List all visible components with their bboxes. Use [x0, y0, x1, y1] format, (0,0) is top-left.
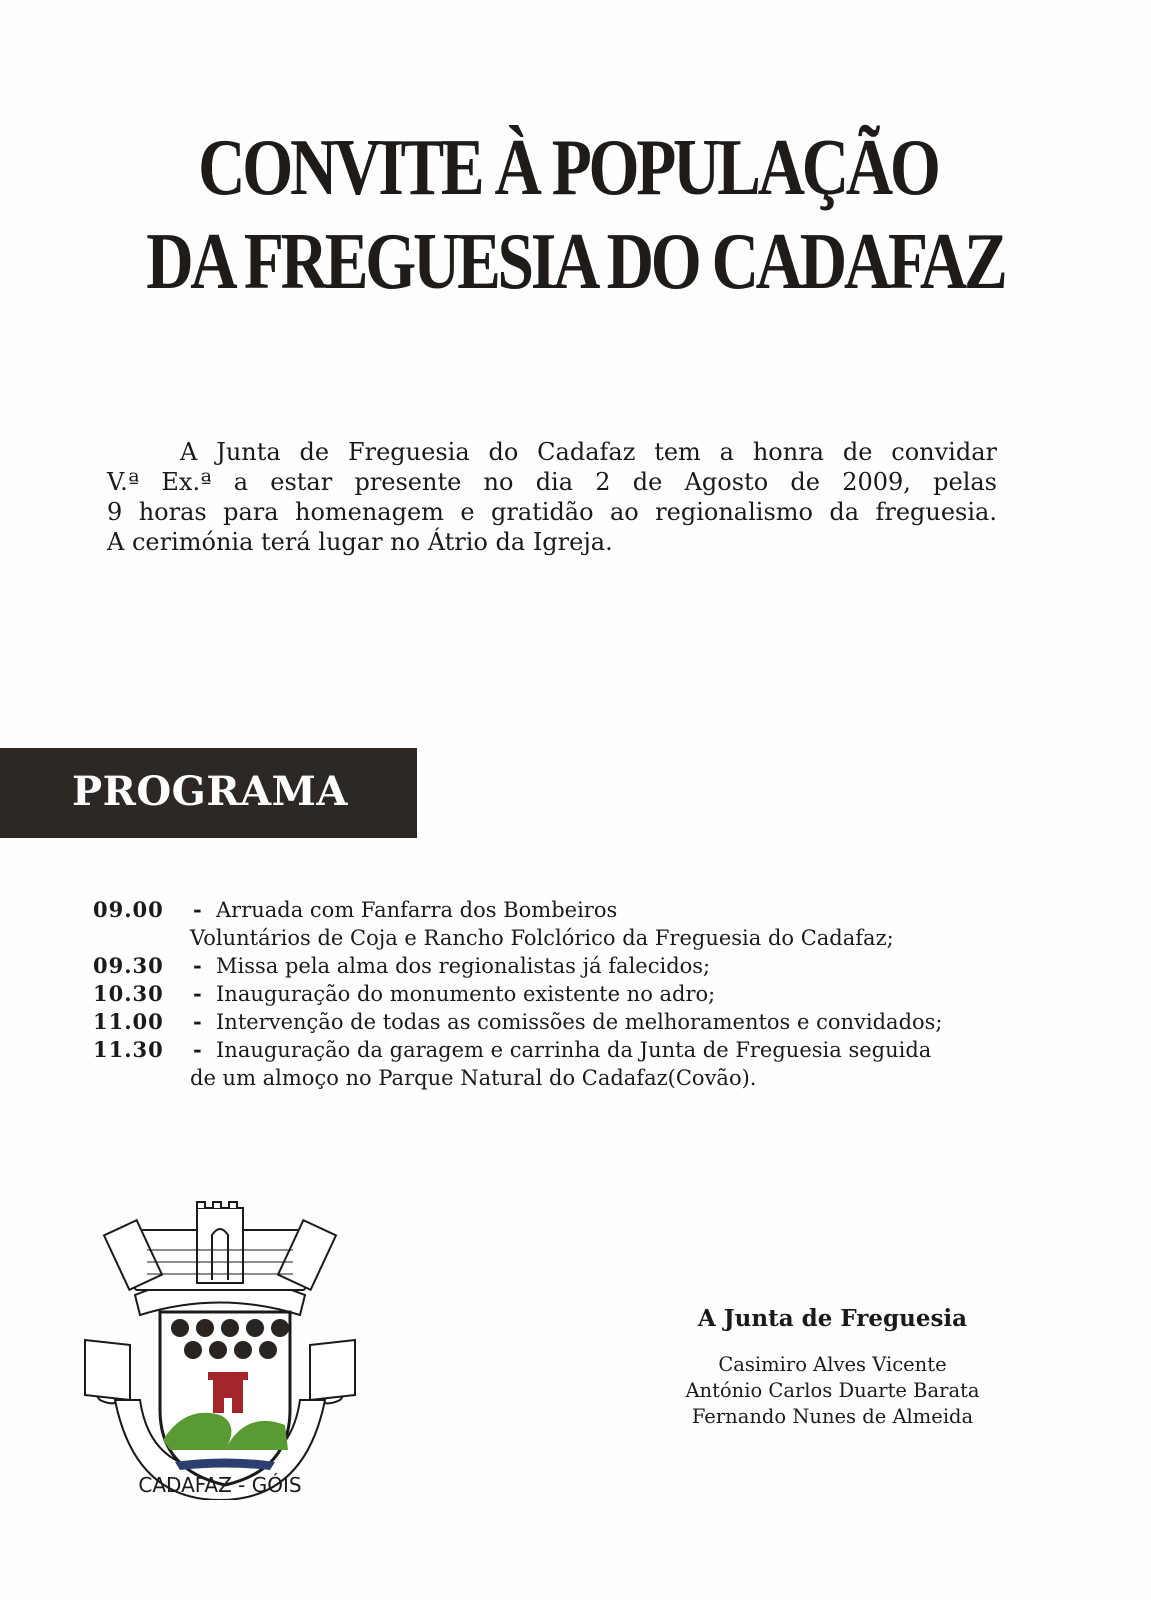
programa-item-continuation	[93, 1064, 943, 1092]
programa-item	[93, 1036, 943, 1064]
invitation-line: 9 horas para homenagem e gratidão ao regionalismo da freguesia.	[107, 498, 997, 526]
item-dash: -	[193, 981, 202, 1006]
crest-motto: CADAFAZ - GÓIS	[138, 1473, 302, 1497]
invitation-line: A Junta de Freguesia do Cadafaz tem a honra de convidar	[180, 438, 997, 466]
item-text: Intervenção de todas as comissões de melhoramentos e convidados;	[216, 1010, 943, 1034]
programa-heading: PROGRAMA	[72, 768, 348, 815]
item-text: Inauguração do monumento existente no adro;	[216, 982, 716, 1006]
signatory-name: António Carlos Duarte Barata	[685, 1379, 980, 1402]
programa-item-continuation	[93, 924, 943, 952]
signatory-name: Casimiro Alves Vicente	[718, 1353, 947, 1376]
title-text: CONVITE À POPULAÇÃO	[197, 124, 938, 212]
programa-item	[93, 1008, 943, 1036]
programa-banner	[0, 748, 417, 838]
mural-crown-icon	[104, 1202, 336, 1315]
item-time: 10.30	[93, 981, 164, 1006]
signature-heading: A Junta de Freguesia	[697, 1305, 968, 1332]
programa-list	[93, 896, 943, 1092]
item-dash: -	[193, 1009, 202, 1034]
item-text: Voluntários de Coja e Rancho Folclórico da Freguesia do Cadafaz;	[190, 926, 894, 950]
item-dash: -	[193, 1037, 202, 1062]
programa-item	[93, 980, 943, 1008]
item-dash: -	[193, 897, 202, 922]
item-time: 11.30	[93, 1037, 164, 1062]
signature-names	[640, 1352, 1025, 1430]
programa-item	[93, 896, 943, 924]
item-time: 11.00	[93, 1009, 164, 1034]
invitation-line: V.ª Ex.ª a estar presente no dia 2 de Agosto de 2009, pelas	[107, 468, 997, 496]
hills-icon	[163, 1413, 288, 1470]
invitation-paragraph	[107, 437, 997, 557]
item-text: Inauguração da garagem e carrinha da Junta de Freguesia seguida	[216, 1038, 932, 1062]
item-text: de um almoço no Parque Natural do Cadafaz(Covão).	[190, 1066, 757, 1090]
programa-item	[93, 952, 943, 980]
title-text: DA FREGUESIA DO CADAFAZ	[146, 218, 1005, 306]
item-text: Missa pela alma dos regionalistas já falecidos;	[216, 954, 711, 978]
signatory-name: Fernando Nunes de Almeida	[691, 1405, 974, 1428]
item-time: 09.30	[93, 953, 164, 978]
item-dash: -	[193, 953, 202, 978]
item-time: 09.00	[93, 897, 164, 922]
item-text: Arruada com Fanfarra dos Bombeiros	[216, 898, 618, 922]
invitation-line: A cerimónia terá lugar no Átrio da Igreja.	[107, 528, 613, 556]
title-line-1	[0, 124, 1143, 212]
coat-of-arms-emblem	[75, 1200, 365, 1500]
title-line-2	[0, 218, 1151, 306]
